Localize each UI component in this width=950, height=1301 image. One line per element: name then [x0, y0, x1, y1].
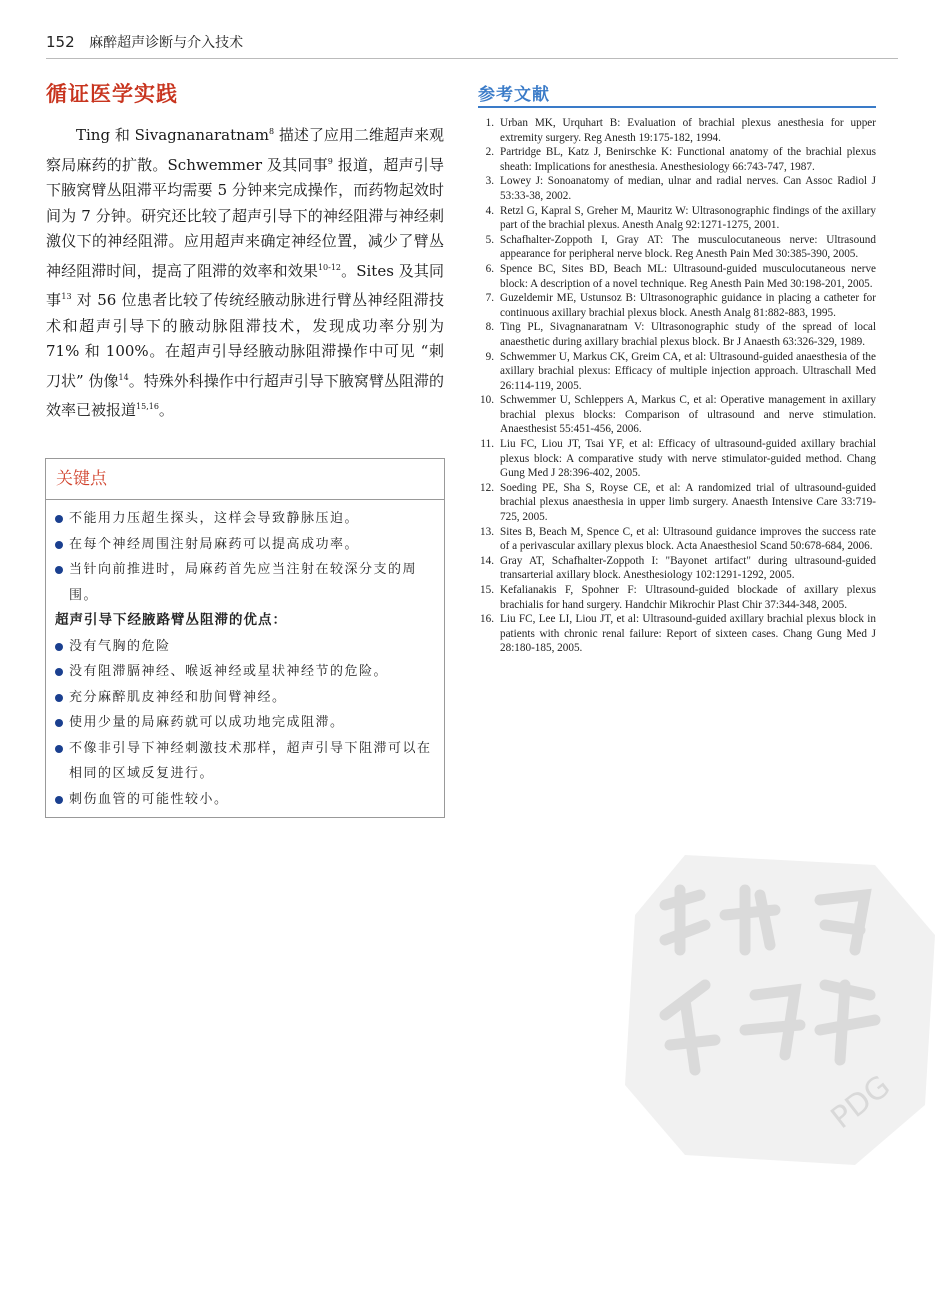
bullet-dot-icon	[55, 694, 63, 702]
bullet-dot-icon	[55, 566, 63, 574]
reference-text: Kefalianakis F, Spohner F: Ultrasound-guided blockade of axillary plexus brachialis for hand surgery. Handchir Mikrochir Plast Chir 37:344-348, 2005.	[500, 584, 876, 611]
bullet-text: 当针向前推进时，局麻药首先应当注射在较深分支的周围。	[69, 562, 418, 603]
reference-number: 3.	[485, 175, 494, 188]
references-list	[478, 116, 876, 656]
evidence-text-segment: 。	[158, 401, 174, 419]
bullet-dot-icon	[55, 541, 63, 549]
reference-number: 13.	[480, 525, 494, 538]
reference-item	[478, 291, 876, 320]
reference-text: Guzeldemir ME, Ustunsoz B: Ultrasonographic guidance in placing a catheter for continuous axillary brachial plexus block. Anesth Analg 81:882-883, 1995.	[500, 292, 876, 319]
bullet-dot-icon	[55, 796, 63, 804]
citation-superscript: 14	[118, 372, 129, 382]
watermark-stamp	[625, 855, 935, 1165]
reference-text: Schafhalter-Zoppoth I, Gray AT: The musculocutaneous nerve: Ultrasound appearance for peripheral nerve block. Reg Anesth Pain Med 30:385-390, 2005.	[500, 233, 876, 261]
reference-item	[478, 174, 876, 203]
bullet-dot-icon	[55, 745, 63, 753]
advantages-title: 超声引导下经腋路臂丛阻滞的优点：	[55, 612, 287, 628]
reference-item	[478, 116, 876, 145]
reference-number: 10.	[480, 394, 494, 407]
reference-number: 16.	[480, 613, 494, 626]
reference-item	[478, 233, 876, 262]
bullet-text: 没有阻滞膈神经、喉返神经或星状神经节的危险。	[69, 664, 389, 679]
reference-text: Lowey J: Sonoanatomy of median, ulnar and radial nerves. Can Assoc Radiol J 53:33-38, 2002.	[500, 175, 876, 202]
reference-item	[478, 583, 876, 612]
bullet-item	[55, 736, 436, 787]
bullet-item	[55, 787, 436, 813]
reference-number: 5.	[485, 233, 494, 246]
reference-number: 8.	[485, 321, 494, 334]
reference-item	[478, 145, 876, 174]
citation-superscript: 15,16	[136, 402, 159, 411]
citation-superscript: 9	[327, 156, 333, 166]
reference-item	[478, 262, 876, 291]
bullet-text: 在每个神经周围注射局麻药可以提高成功率。	[69, 536, 360, 552]
reference-text: Urban MK, Urquhart B: Evaluation of brachial plexus anesthesia for upper extremity surgery. Reg Anesth 19:175-182, 1994.	[500, 117, 876, 144]
evidence-text-segment: Ting 和 Sivagnanaratnam	[76, 126, 269, 144]
key-points-title: 关键点	[46, 459, 444, 500]
bullet-text: 不像非引导下神经刺激技术那样，超声引导下阻滞可以在相同的区域反复进行。	[69, 740, 432, 781]
reference-text: Schwemmer U, Schleppers A, Markus C, et al: Operative management in axillary brachial plexus blocks: Comparison of ultrasound and nerve stimulation. Anaesthesist 55:451-456, 2006.	[500, 394, 876, 436]
reference-text: Schwemmer U, Markus CK, Greim CA, et al: Ultrasound-guided anaesthesia of the axillary brachial plexus: Efficacy of multiple injection approach. Ultraschall Med 26:114-119, 2005.	[500, 350, 876, 392]
bullet-item	[55, 634, 436, 660]
reference-number: 9.	[485, 350, 494, 363]
reference-text: Retzl G, Kapral S, Greher M, Mauritz W: Ultrasonographic findings of the axillary part of the brachial plexus. Anesth Analg 92:1271-1275, 2001.	[500, 204, 876, 232]
bullet-item	[55, 532, 436, 558]
bullet-text: 充分麻醉肌皮神经和肋间臂神经。	[69, 689, 287, 705]
citation-superscript: 10-12	[317, 262, 341, 272]
reference-number: 1.	[485, 117, 494, 129]
reference-number: 14.	[480, 554, 494, 567]
book-title: 麻醉超声诊断与介入技术	[89, 35, 244, 51]
reference-item	[478, 525, 876, 554]
evidence-text-segment: 对 56 位患者比较了传统经腋动脉进行臂丛神经阻滞技术和超声引导下的腋动脉阻滞技术，发现成功率分别为 71% 和 100%。在超声引导经腋动脉阻滞操作中可见 “刺刀状” 伪像	[46, 291, 444, 390]
bullet-item	[55, 506, 436, 532]
bullet-item	[55, 685, 436, 711]
reference-text: Soeding PE, Sha S, Royse CE, et al: A randomized trial of ultrasound-guided brachial plexus anaesthesia in upper limb surgery. Anaesth Intensive Care 33:719-725, 2005.	[500, 481, 876, 524]
bullet-dot-icon	[55, 643, 63, 651]
page-number: 152	[46, 33, 75, 51]
reference-number: 11.	[480, 438, 494, 451]
reference-item	[478, 481, 876, 525]
citation-superscript: 8	[268, 127, 275, 136]
bullet-text: 使用少量的局麻药就可以成功地完成阻滞。	[69, 715, 345, 730]
reference-item	[478, 350, 876, 394]
reference-item	[478, 204, 876, 233]
citation-superscript: 13	[61, 292, 72, 301]
evidence-text-segment: 。特殊外科操作中行超声引导下腋窝臂丛阻滞的效率已被报道	[46, 371, 444, 419]
evidence-text-segment: 报道，超声引导下腋窝臂丛阻滞平均需要 5 分钟来完成操作，而药物起效时间为 7 分钟。研究还比较了超声引导下的神经阻滞与神经刺激仪下的神经阻滞。应用超声来确定神经位置，减少了臂丛神经阻滞时间，提高了阻滞的效率和效果	[46, 155, 444, 280]
evidence-section-title: 循证医学实践	[46, 82, 178, 106]
reference-item	[478, 320, 876, 349]
bullet-text: 没有气胸的危险	[69, 638, 171, 654]
key-points-box	[45, 458, 445, 818]
watermark-text: PDG	[824, 1068, 897, 1137]
bullet-item	[55, 710, 436, 736]
bullet-dot-icon	[55, 515, 63, 523]
reference-number: 6.	[485, 262, 494, 275]
reference-text: Liu FC, Lee LI, Liou JT, et al: Ultrasound-guided axillary brachial plexus block in patients with chronic renal failure: Report of sixteen cases. Chang Gung Med J 28:180-185, 2005.	[500, 613, 876, 655]
reference-item	[478, 554, 876, 583]
references-title: 参考文献	[478, 85, 550, 105]
evidence-paragraph	[46, 119, 444, 424]
bullet-dot-icon	[55, 719, 63, 727]
reference-number: 7.	[485, 292, 494, 305]
bullet-text: 刺伤血管的可能性较小。	[69, 791, 229, 807]
reference-text: Liu FC, Liou JT, Tsai YF, et al: Efficacy of ultrasound-guided axillary brachial plexus block: A comparative study with nerve stimulator-guided method. Chang Gung Med J 28:396-402, 2005.	[500, 438, 876, 480]
header-divider	[46, 58, 898, 59]
reference-text: Ting PL, Sivagnanaratnam V: Ultrasonographic study of the spread of local anaesthetic during axillary brachial plexus block. Br J Anaesth 63:326-329, 1989.	[500, 321, 876, 348]
references-divider	[478, 106, 876, 108]
reference-number: 15.	[480, 584, 494, 596]
bullet-dot-icon	[55, 668, 63, 676]
page-header	[46, 32, 243, 52]
evidence-text-segment: 。Sites 及其同事	[46, 261, 444, 309]
reference-number: 4.	[485, 204, 494, 217]
reference-item	[478, 393, 876, 437]
bullet-item	[55, 659, 436, 685]
reference-item	[478, 437, 876, 481]
reference-number: 2.	[485, 146, 494, 159]
evidence-text-segment: 描述了应用二维超声来观察局麻药的扩散。Schwemmer 及其同事	[46, 126, 444, 174]
reference-number: 12.	[480, 481, 494, 494]
reference-item	[478, 612, 876, 656]
bullet-text: 不能用力压超生探头，这样会导致静脉压迫。	[69, 511, 360, 526]
key-points-body	[46, 500, 444, 812]
reference-text: Gray AT, Schafhalter-Zoppoth I: "Bayonet artifact" during ultrasound-guided transarterial axillary block. Anesthesiology 102:1291-1292, 2005.	[500, 554, 876, 582]
reference-text: Spence BC, Sites BD, Beach ML: Ultrasound-guided musculocutaneous nerve block: A description of a novel technique. Reg Anesth Pain Med 30:198-201, 2005.	[500, 262, 876, 290]
reference-text: Sites B, Beach M, Spence C, et al: Ultrasound guidance improves the success rate of a perivascular axillary plexus block. Acta Anaesthesiol Scand 50:678-684, 2006.	[500, 525, 876, 553]
reference-text: Partridge BL, Katz J, Benirschke K: Functional anatomy of the brachial plexus sheath: Implications for anesthesia. Anesthesiology 66:743-747, 1987.	[500, 146, 876, 173]
bullet-item	[55, 557, 436, 608]
